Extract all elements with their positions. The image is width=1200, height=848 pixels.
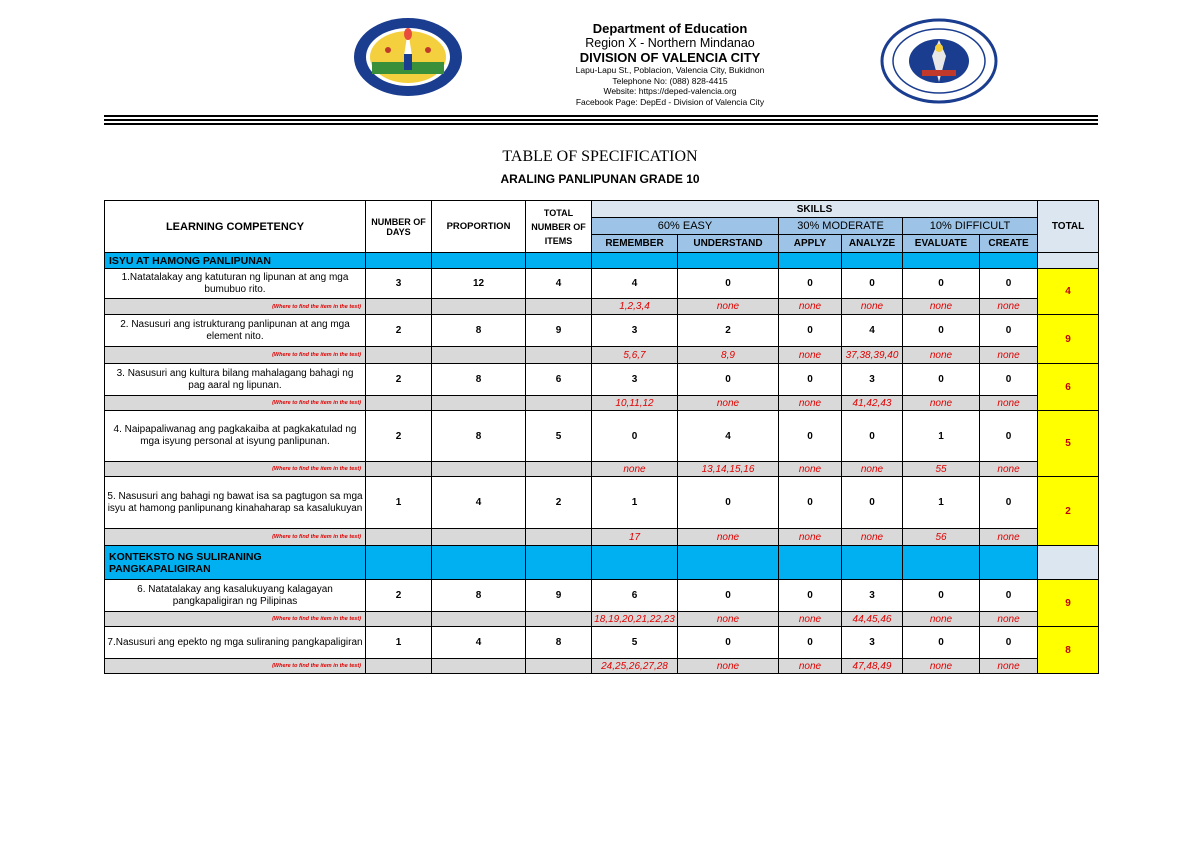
competency-row (105, 477, 1099, 529)
competency-row (105, 315, 1099, 347)
create-value: 0 (980, 627, 1038, 659)
evaluate-value: 0 (903, 627, 980, 659)
create-value: 0 (980, 269, 1038, 299)
item-location-note: (Where to find the item in the test) (105, 659, 366, 674)
letterhead-text (520, 21, 820, 107)
competency-text: 7.Nasusuri ang epekto ng mga suliraning pangkapaligiran (105, 627, 366, 659)
header-row-1 (105, 201, 1099, 218)
item-location-row (105, 299, 1099, 315)
understand-value: 0 (678, 364, 779, 396)
analyze-value: 3 (842, 627, 903, 659)
header-learning-competency: LEARNING COMPETENCY (105, 201, 366, 253)
item-location-empty (432, 659, 526, 674)
section-empty-cell (980, 546, 1038, 580)
item-location-empty (432, 529, 526, 546)
section-empty-cell (903, 253, 980, 269)
address: Lapu-Lapu St., Poblacion, Valencia City, Bukidnon (575, 65, 765, 75)
telephone: Telephone No: (088) 828-4415 (612, 75, 728, 86)
understand-item-numbers: none (678, 299, 779, 315)
item-location-empty (366, 529, 432, 546)
header-analyze: ANALYZE (842, 235, 903, 253)
item-location-row (105, 612, 1099, 627)
analyze-value: 0 (842, 269, 903, 299)
header-total: TOTAL (1038, 201, 1099, 253)
create-item-numbers: none (980, 612, 1038, 627)
analyze-item-numbers: 37,38,39,40 (842, 347, 903, 364)
evaluate-value: 0 (903, 315, 980, 347)
apply-value: 0 (779, 364, 842, 396)
item-location-note: (Where to find the item in the test) (105, 347, 366, 364)
header-rule-middle (104, 119, 1098, 121)
section-empty-cell (980, 253, 1038, 269)
item-location-empty (526, 529, 592, 546)
analyze-value: 3 (842, 364, 903, 396)
proportion-value: 8 (432, 364, 526, 396)
analyze-item-numbers: none (842, 299, 903, 315)
proportion-value: 8 (432, 315, 526, 347)
days-value: 2 (366, 315, 432, 347)
table-of-specification (104, 200, 1099, 674)
analyze-value: 4 (842, 315, 903, 347)
apply-value: 0 (779, 411, 842, 462)
row-total-value: 9 (1038, 315, 1099, 364)
header-difficult: 10% DIFFICULT (903, 218, 1038, 235)
items-value: 4 (526, 269, 592, 299)
header-understand: UNDERSTAND (678, 235, 779, 253)
remember-value: 6 (592, 580, 678, 612)
understand-value: 4 (678, 411, 779, 462)
header-easy: 60% EASY (592, 218, 779, 235)
item-location-empty (526, 612, 592, 627)
section-empty-cell (842, 546, 903, 580)
header-skills: SKILLS (592, 201, 1038, 218)
days-value: 2 (366, 580, 432, 612)
create-item-numbers: none (980, 462, 1038, 477)
remember-item-numbers: 10,11,12 (592, 396, 678, 411)
deped-division-seal-icon (352, 16, 464, 98)
analyze-item-numbers: none (842, 529, 903, 546)
understand-value: 0 (678, 580, 779, 612)
item-location-empty (366, 462, 432, 477)
items-value: 8 (526, 627, 592, 659)
competency-text: 4. Naipapaliwanag ang pagkakaiba at pagkakatulad ng mga isyung personal at isyung panlipunan. (105, 411, 366, 462)
section-empty-cell (678, 253, 779, 269)
understand-value: 0 (678, 477, 779, 529)
section-empty-cell (779, 546, 842, 580)
items-value: 9 (526, 580, 592, 612)
remember-item-numbers: 18,19,20,21,22,23 (592, 612, 678, 627)
evaluate-item-numbers: none (903, 396, 980, 411)
division-name: DIVISION OF VALENCIA CITY (579, 50, 761, 65)
understand-value: 0 (678, 269, 779, 299)
apply-item-numbers: none (779, 529, 842, 546)
competency-text: 2. Nasusuri ang istrukturang panlipunan at ang mga element nito. (105, 315, 366, 347)
proportion-value: 4 (432, 627, 526, 659)
item-location-empty (366, 299, 432, 315)
region-name: Region X - Northern Mindanao (585, 36, 755, 50)
evaluate-value: 1 (903, 477, 980, 529)
competency-row (105, 580, 1099, 612)
section-empty-cell (432, 546, 526, 580)
remember-value: 5 (592, 627, 678, 659)
apply-item-numbers: none (779, 396, 842, 411)
item-location-row (105, 462, 1099, 477)
days-value: 1 (366, 627, 432, 659)
website: Website: https://deped-valencia.org (603, 86, 737, 96)
item-location-note: (Where to find the item in the test) (105, 396, 366, 411)
section-row (105, 253, 1099, 269)
proportion-value: 4 (432, 477, 526, 529)
items-value: 6 (526, 364, 592, 396)
days-value: 3 (366, 269, 432, 299)
item-location-empty (432, 347, 526, 364)
section-empty-cell (779, 253, 842, 269)
evaluate-value: 0 (903, 580, 980, 612)
item-location-row (105, 529, 1099, 546)
evaluate-item-numbers: none (903, 612, 980, 627)
days-value: 2 (366, 364, 432, 396)
item-location-empty (526, 347, 592, 364)
competency-row (105, 411, 1099, 462)
competency-text: 6. Natatalakay ang kasalukuyang kalagayan pangkapaligiran ng Pilipinas (105, 580, 366, 612)
understand-item-numbers: none (678, 396, 779, 411)
item-location-empty (366, 612, 432, 627)
section-empty-cell (366, 546, 432, 580)
header-number-of-days: NUMBER OF DAYS (366, 201, 432, 253)
apply-value: 0 (779, 580, 842, 612)
remember-value: 3 (592, 364, 678, 396)
create-item-numbers: none (980, 529, 1038, 546)
remember-value: 3 (592, 315, 678, 347)
days-value: 2 (366, 411, 432, 462)
header-apply: APPLY (779, 235, 842, 253)
evaluate-item-numbers: 56 (903, 529, 980, 546)
create-value: 0 (980, 315, 1038, 347)
section-empty-cell (678, 546, 779, 580)
remember-item-numbers: 17 (592, 529, 678, 546)
item-location-row (105, 659, 1099, 674)
understand-item-numbers: 13,14,15,16 (678, 462, 779, 477)
section-empty-cell (526, 253, 592, 269)
row-total-value: 8 (1038, 627, 1099, 674)
section-title: ISYU AT HAMONG PANLIPUNAN (105, 253, 366, 269)
item-location-empty (432, 396, 526, 411)
item-location-empty (526, 659, 592, 674)
header-create: CREATE (980, 235, 1038, 253)
understand-item-numbers: none (678, 659, 779, 674)
apply-item-numbers: none (779, 299, 842, 315)
evaluate-item-numbers: none (903, 299, 980, 315)
item-location-row (105, 347, 1099, 364)
evaluate-value: 0 (903, 364, 980, 396)
create-item-numbers: none (980, 347, 1038, 364)
create-item-numbers: none (980, 396, 1038, 411)
create-value: 0 (980, 364, 1038, 396)
row-total-value: 6 (1038, 364, 1099, 411)
create-item-numbers: none (980, 299, 1038, 315)
section-empty-cell (903, 546, 980, 580)
header-rule-bottom (104, 123, 1098, 125)
create-value: 0 (980, 580, 1038, 612)
section-empty-cell (592, 253, 678, 269)
understand-value: 2 (678, 315, 779, 347)
document-subtitle: ARALING PANLIPUNAN GRADE 10 (500, 172, 700, 186)
header-moderate: 30% MODERATE (779, 218, 903, 235)
item-location-empty (432, 299, 526, 315)
understand-value: 0 (678, 627, 779, 659)
understand-item-numbers: none (678, 529, 779, 546)
item-location-empty (366, 396, 432, 411)
item-location-empty (432, 462, 526, 477)
item-location-empty (366, 659, 432, 674)
understand-item-numbers: 8,9 (678, 347, 779, 364)
row-total-value: 5 (1038, 411, 1099, 477)
items-value: 9 (526, 315, 592, 347)
create-item-numbers: none (980, 659, 1038, 674)
header-rule-top (104, 115, 1098, 117)
analyze-value: 3 (842, 580, 903, 612)
understand-item-numbers: none (678, 612, 779, 627)
section-total-cell (1038, 253, 1099, 269)
item-location-empty (526, 299, 592, 315)
apply-item-numbers: none (779, 347, 842, 364)
header-evaluate: EVALUATE (903, 235, 980, 253)
create-value: 0 (980, 411, 1038, 462)
apply-value: 0 (779, 477, 842, 529)
kagawaran-ng-edukasyon-seal-icon (880, 18, 998, 104)
evaluate-value: 0 (903, 269, 980, 299)
remember-value: 1 (592, 477, 678, 529)
org-name: Department of Education (592, 21, 748, 36)
item-location-note: (Where to find the item in the test) (105, 462, 366, 477)
proportion-value: 8 (432, 580, 526, 612)
section-empty-cell (592, 546, 678, 580)
apply-item-numbers: none (779, 659, 842, 674)
proportion-value: 8 (432, 411, 526, 462)
section-row (105, 546, 1099, 580)
analyze-item-numbers: 44,45,46 (842, 612, 903, 627)
remember-item-numbers: 1,2,3,4 (592, 299, 678, 315)
facebook-page: Facebook Page: DepEd - Division of Valencia City (575, 96, 765, 107)
apply-value: 0 (779, 315, 842, 347)
header-proportion: PROPORTION (432, 201, 526, 253)
section-total-cell (1038, 546, 1099, 580)
row-total-value: 4 (1038, 269, 1099, 315)
item-location-empty (526, 462, 592, 477)
evaluate-item-numbers: none (903, 659, 980, 674)
analyze-value: 0 (842, 411, 903, 462)
analyze-item-numbers: 41,42,43 (842, 396, 903, 411)
apply-value: 0 (779, 269, 842, 299)
evaluate-value: 1 (903, 411, 980, 462)
header-remember: REMEMBER (592, 235, 678, 253)
apply-item-numbers: none (779, 612, 842, 627)
document-title: TABLE OF SPECIFICATION (502, 148, 698, 165)
analyze-item-numbers: none (842, 462, 903, 477)
section-title: KONTEKSTO NG SULIRANING PANGKAPALIGIRAN (105, 546, 366, 580)
competency-text: 5. Nasusuri ang bahagi ng bawat isa sa pagtugon sa mga isyu at hamong panlipunang kinahaharap sa kasalukuyan (105, 477, 366, 529)
section-empty-cell (842, 253, 903, 269)
evaluate-item-numbers: none (903, 347, 980, 364)
header-total-items: TOTAL NUMBER OF ITEMS (526, 201, 592, 253)
item-location-empty (366, 347, 432, 364)
competency-row (105, 627, 1099, 659)
analyze-item-numbers: 47,48,49 (842, 659, 903, 674)
item-location-note: (Where to find the item in the test) (105, 299, 366, 315)
competency-text: 3. Nasusuri ang kultura bilang mahalagang bahagi ng pag aaral ng lipunan. (105, 364, 366, 396)
competency-row (105, 269, 1099, 299)
row-total-value: 9 (1038, 580, 1099, 627)
days-value: 1 (366, 477, 432, 529)
row-total-value: 2 (1038, 477, 1099, 546)
analyze-value: 0 (842, 477, 903, 529)
section-empty-cell (366, 253, 432, 269)
items-value: 2 (526, 477, 592, 529)
remember-item-numbers: 5,6,7 (592, 347, 678, 364)
competency-text: 1.Natatalakay ang katuturan ng lipunan at ang mga bumubuo rito. (105, 269, 366, 299)
apply-value: 0 (779, 627, 842, 659)
create-value: 0 (980, 477, 1038, 529)
section-empty-cell (432, 253, 526, 269)
remember-value: 4 (592, 269, 678, 299)
item-location-row (105, 396, 1099, 411)
letterhead (0, 0, 1200, 110)
remember-item-numbers: 24,25,26,27,28 (592, 659, 678, 674)
item-location-note: (Where to find the item in the test) (105, 612, 366, 627)
item-location-empty (432, 612, 526, 627)
apply-item-numbers: none (779, 462, 842, 477)
competency-row (105, 364, 1099, 396)
item-location-note: (Where to find the item in the test) (105, 529, 366, 546)
evaluate-item-numbers: 55 (903, 462, 980, 477)
remember-value: 0 (592, 411, 678, 462)
section-empty-cell (526, 546, 592, 580)
items-value: 5 (526, 411, 592, 462)
proportion-value: 12 (432, 269, 526, 299)
remember-item-numbers: none (592, 462, 678, 477)
item-location-empty (526, 396, 592, 411)
